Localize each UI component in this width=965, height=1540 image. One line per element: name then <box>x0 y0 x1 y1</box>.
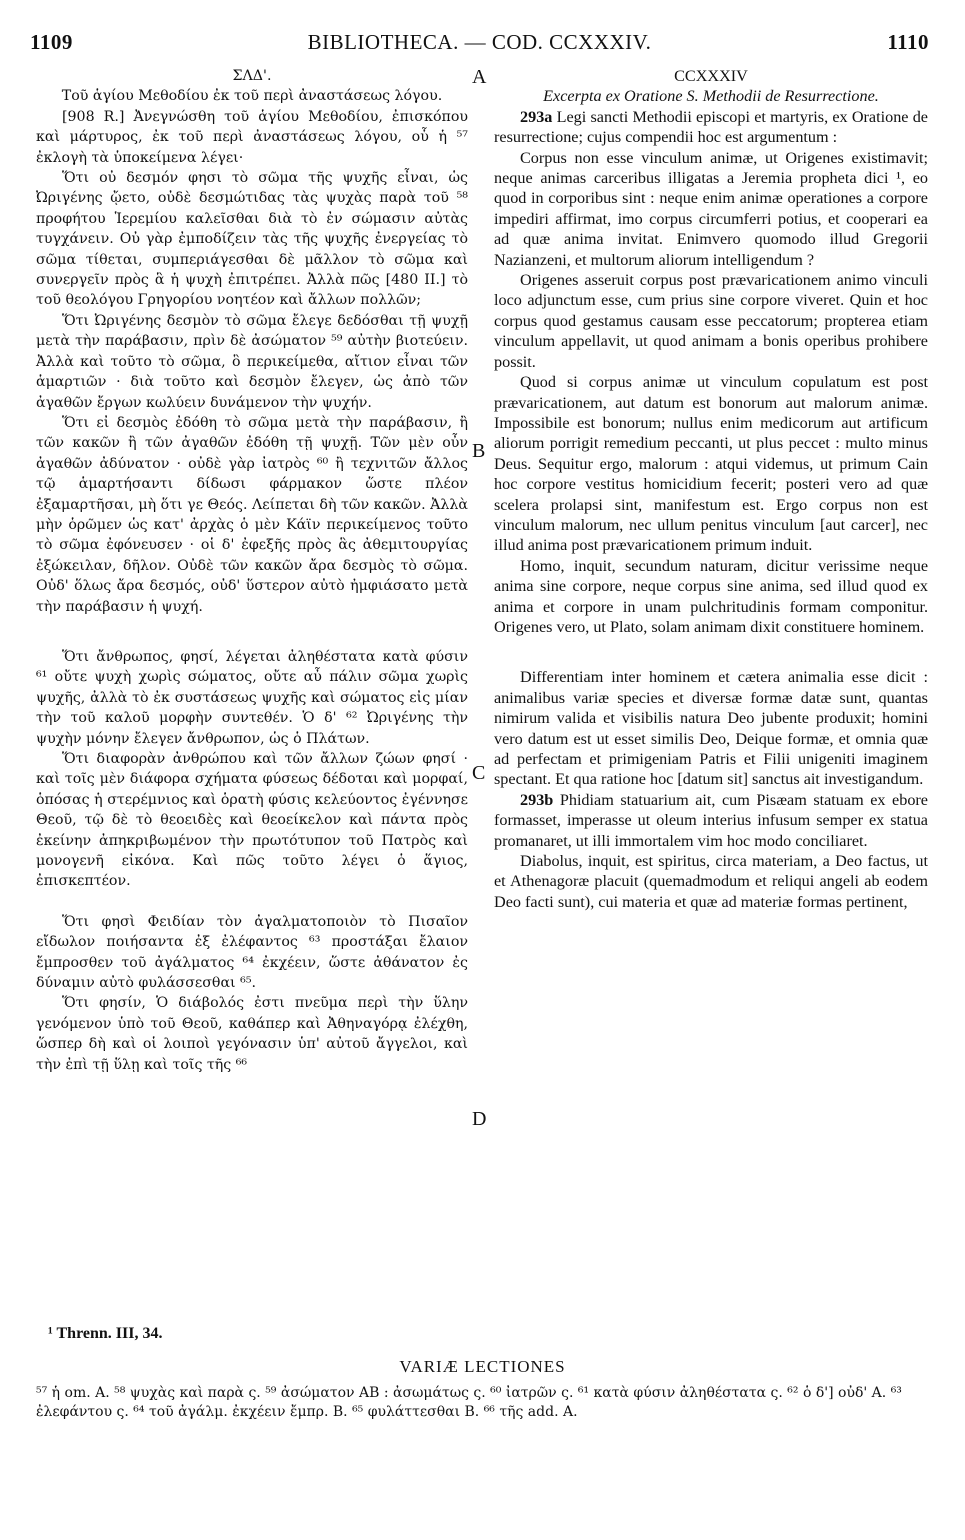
latin-paragraph: Corpus non esse vinculum animæ, ut Origenes existimavit; neque animas carceribus illigatas a Jeremia propheta dici ¹, eo quod in corporibus sint : neque enim animæ operationes a corpore impediri affirmat, imo corpus circumferri potius, et cooperari ea ad quæ anima invitat. Enimvero quomodo illud Gregorii Nazianzeni, et multorum aliorum intelligendum ? <box>494 148 928 269</box>
latin-heading: CCXXXIV <box>674 67 748 85</box>
latin-paragraph <box>494 790 928 851</box>
latin-column <box>494 66 928 912</box>
latin-paragraph-text: Phidiam statuarium ait, cum Pisæam statuam ex ebore formasset, imperasse ut oleum interius infusum semper ex statua promanaret, ut illi immortalem vim hoc modo conciliaret. <box>494 790 928 850</box>
latin-paragraph: Origenes asseruit corpus post prævaricationem animo vinculi loco adjunctum esse, cum prius sine corpore viveret. Quin et hoc corpus quod gestamus causam esse peccatorum; propterea etiam vinculum appellavit, ut quod animam a bonis operibus prohibere possit. <box>494 271 928 371</box>
margin-letter-d: D <box>472 1108 487 1130</box>
margin-letter-a: A <box>472 66 487 88</box>
greek-column <box>36 66 468 1075</box>
greek-paragraph: Ὅτι Ὠριγένης δεσμὸν τὸ σῶμα ἔλεγε δεδόσθαι τῇ ψυχῇ μετὰ τὴν παράβασιν, πρὶν δὲ ἀσώματον ⁵⁹ αὐτὴν βιοτεύειν. Ἀλλὰ καὶ τοῦτο τὸ σῶμα, ὃ περικείμεθα, αἴτιον εἶναι τῶν ἁμαρτιῶν · διὰ τοῦτο καὶ δεσμὸν ἔλεγεν, ὡς ἀπὸ τῶν ἀγαθῶν ἔργων κωλύειν δυνάμενον τὴν ψυχήν. <box>36 312 468 411</box>
section-number: 293b <box>520 790 554 809</box>
latin-paragraph: Homo, inquit, secundum naturam, dicitur verissime neque anima sine corpore, neque corpus sine anima, sed illud quod ex anima et corpore in unam pulchritudinis formam componitur. Origenes vero, ut Plato, solam animam dixit constituere hominem. <box>494 556 928 636</box>
latin-subheading: Excerpta ex Oratione S. Methodii de Resurrectione. <box>543 87 879 106</box>
variae-lectiones: ⁵⁷ ἡ om. A. ⁵⁸ ψυχὰς καὶ παρὰ ς. ⁵⁹ ἀσώματον AB : ἀσωμάτως ς. ⁶⁰ ἰατρῶν ς. ⁶¹ κατὰ φύσιν ἀληθέστατα ς. ⁶² ὁ δ'] οὐδ' A. ⁶³ ἐλεφάντου ς. ⁶⁴ τοῦ ἀγάλμ. ἐκχέειν ἔμπρ. B. ⁶⁵ φυλάττεσθαι B. ⁶⁶ τῆς add. A. <box>36 1385 902 1420</box>
page-number-left: 1109 <box>30 30 73 54</box>
page-number-right: 1110 <box>887 30 929 54</box>
greek-paragraph: [908 R.] Ἀνεγνώσθη τοῦ ἁγίου Μεθοδίου, ἐπισκόπου καὶ μάρτυρος, ἐκ τοῦ περὶ ἀναστάσεως λόγου, οὗ ἡ ⁵⁷ ἐκλογὴ τὰ ὑποκείμενα λέγει· <box>36 108 468 166</box>
greek-heading: ΣΛΔ'. <box>232 68 272 84</box>
spacer <box>36 892 468 912</box>
greek-subheading: Τοῦ ἁγίου Μεθοδίου ἐκ τοῦ περὶ ἀναστάσεως λόγου. <box>61 88 443 105</box>
spacer <box>494 637 928 667</box>
greek-paragraph: Ὅτι εἰ δεσμὸς ἐδόθη τὸ σῶμα μετὰ τὴν παράβασιν, ἢ τῶν κακῶν ἢ τῶν ἀγαθῶν ἐδόθη τῇ ψυχῇ. Τῶν μὲν οὖν ἀγαθῶν ἀδύνατον · οὐδὲ γὰρ ἰατρὸς ⁶⁰ ἢ τεχνιτῶν ἄλλος τῷ ἁμαρτήσαντι δίδωσι φάρμακον ὥστε πλέον ἐξαμαρτῆσαι, μὴ ὅτι γε Θεός. Λείπεται δὴ τῶν κακῶν. Ἀλλὰ μὴν ὁρῶμεν ὡς κατ' ἀρχὰς ὁ μὲν Κάϊν περικείμενος τοῦτο τὸ σῶμα ἐφόνευσεν · οἱ δ' ἐφεξῆς πρὸς ἃς ἀθεμιτουργίας ἐξώκειλαν, δῆλον. Οὐδὲ τῶν κακῶν ἄρα δεσμὸς τὸ σῶμα. Οὐδ' ὅλως ἄρα δεσμός, οὐδ' ὕστερον αὐτὸ ἠμφιάσατο μετὰ τὴν παράβασιν ἡ ψυχή. <box>36 414 468 615</box>
variae-lectiones-title: VARIÆ LECTIONES <box>399 1357 566 1376</box>
latin-paragraph <box>494 107 928 148</box>
margin-letter-c: C <box>472 762 486 784</box>
section-number: 293a <box>520 107 553 126</box>
latin-paragraph: Quod si corpus animæ ut vinculum copulatum est post prævaricationem, aut datum est bonorum aut malorum animæ. Impossibile est bonorum; nullus enim medicorum aut artificum aliorum porrigit remedium peccanti, ut plus peccet : multo minus Deus. Sequitur ergo, malorum : atqui videmus, ut primum Cain hoc corpore vestitus homicidium fecerit; posteri vero ad quæ scelera prolapsi sint, manifestum est. Ergo corpus non est vinculum malorum, nec ullum penitus vinculum [aut carcer], nec illud anima post prævaricationem primum induit. <box>494 373 928 555</box>
greek-paragraph: Ὅτι φησίν, Ὁ διάβολός ἐστι πνεῦμα περὶ τὴν ὕλην γενόμενον ὑπὸ τοῦ Θεοῦ, καθάπερ καὶ Ἀθηναγόρᾳ ἐλέχθη, ὥσπερ δὴ καὶ οἱ λοιποὶ γεγόνασιν ὑπ' αὐτοῦ ἄγγελοι, καὶ τὴν ἐπὶ τῇ ὕλῃ καὶ τοῖς τῆς ⁶⁶ <box>36 995 468 1073</box>
greek-paragraph: Ὅτι φησὶ Φειδίαν τὸν ἀγαλματοποιὸν τὸ Πισαῖον εἴδωλον ποιήσαντα ἐξ ἐλέφαντος ⁶³ προστάξαι ἔλαιον ἔμπροσθεν τοῦ ἀγάλματος ⁶⁴ ἐκχέειν, ὥστε ἀθάνατον ἐς δύναμιν αὐτὸ φυλάσσεσθαι ⁶⁵. <box>36 913 468 992</box>
latin-paragraph-text: Legi sancti Methodii episcopi et martyris, ex Oratione de resurrectione; cujus compendii hoc est argumentum : <box>494 107 928 147</box>
greek-paragraph: Ὅτι διαφορὰν ἀνθρώπου καὶ τῶν ἄλλων ζώων φησί · καὶ τοῖς μὲν διάφορα σχήματα φύσεως δέδοται καὶ μορφαί, ὁπόσας ἡ στερέμνιος καὶ ὁρατὴ φύσις κελεύοντος ἐγέννησε Θεοῦ, τῷ δὲ τὸ θεοειδὲς καὶ θεοείκελον καὶ πάντα πρὸς ἐκείνην ἀπηκριβωμένον τὴν πρωτότυπον τοῦ Πατρὸς καὶ μονογενῆ εἰκόνα. Καὶ πῶς τοῦτο λέγει ὁ ἅγιος, ἐπισκεπτέον. <box>36 751 468 890</box>
footnote: ¹ Threnn. III, 34. <box>48 1325 163 1342</box>
margin-letter-b: B <box>472 440 486 462</box>
latin-paragraph: Differentiam inter hominem et cætera animalia esse dicit : animalibus variæ species et diversæ formæ datæ sunt, quantas nimirum valida et visibilis natura Deo jubente produxit; homini vero datum est ut esset similis Deo, Deique formæ, et omnia quæ ad perfectam et primigeniam Patris et Filii unigeniti imaginem spectant. Et qua ratione hoc [datum sit] sanctus ait investigandum. <box>494 668 928 789</box>
running-header <box>30 30 929 58</box>
latin-paragraph: Diabolus, inquit, est spiritus, circa materiam, a Deo factus, ut et Athenagoræ placuit (quemadmodum et reliqui angeli ab eodem Deo facti sunt), cui materia et quæ ad materiæ formas pertinent, <box>494 852 928 911</box>
running-title: BIBLIOTHECA. — COD. CCXXXIV. <box>307 30 652 54</box>
greek-paragraph: Ὅτι οὐ δεσμόν φησι τὸ σῶμα τῆς ψυχῆς εἶναι, ὡς Ὠριγένης ᾤετο, οὐδὲ δεσμώτιδας τὰς ψυχὰς παρὰ τοῦ ⁵⁸ προφήτου Ἱερεμίου καλεῖσθαι διὰ τὸ ἐν σώμασιν αὐτὰς τυγχάνειν. Οὐ γὰρ ἐμποδίζειν τὰς τῆς ψυχῆς ἐνεργείας τὸ σῶμα τίθεται, συμπεριάγεσθαι δὲ μᾶλλον τὸ σῶμα καὶ συνεργεῖν πρὸς ἃ ἡ ψυχὴ ἐπιτρέπει. Ἀλλὰ πῶς [480 II.] τὸ τοῦ θεολόγου Γρηγορίου νοητέον καὶ ἄλλων πολλῶν; <box>36 170 468 309</box>
spacer <box>36 617 468 647</box>
greek-paragraph: Ὅτι ἄνθρωπος, φησί, λέγεται ἀληθέστατα κατὰ φύσιν ⁶¹ οὔτε ψυχὴ χωρὶς σώματος, οὔτε αὖ πάλιν σῶμα χωρὶς ψυχῆς, ἀλλὰ τὸ ἐκ συστάσεως ψυχῆς καὶ σώματος εἰς μίαν τὴν τοῦ καλοῦ μορφὴν συντεθέν. Ὁ δ' ⁶² Ὠριγένης τὴν ψυχὴν μόνην ἔλεγεν ἄνθρωπον, ὡς ὁ Πλάτων. <box>36 648 468 747</box>
